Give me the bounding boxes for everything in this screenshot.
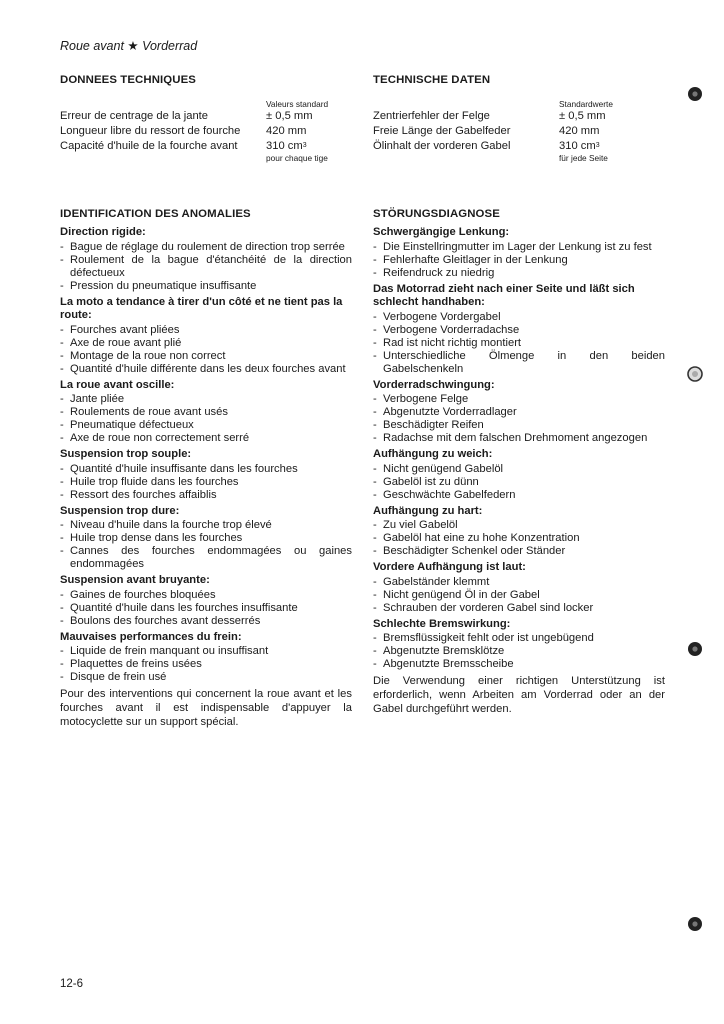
symptom-group (60, 296, 352, 376)
cause-item: - Montage de la roue non correct (60, 350, 352, 363)
column-french (60, 74, 352, 729)
spec-value-unit-exponent: 3 (595, 142, 600, 149)
spec-label: Erreur de centrage de la jante (60, 110, 209, 122)
page-number: 12-6 (60, 978, 84, 990)
cause-item: - Zu viel Gabelöl (373, 519, 665, 532)
cause-item: - Pneumatique défectueux (60, 419, 352, 432)
specs-note-fr: pour chaque tige (266, 153, 328, 163)
symptom-group (60, 631, 352, 685)
cause-item: - Radachse mit dem falschen Drehmoment angezogen (373, 432, 665, 445)
cause-list (373, 632, 665, 671)
cause-item: - Huile trop fluide dans les fourches (60, 476, 352, 489)
cause-item: - Bremsflüssigkeit fehlt oder ist ungebügend (373, 632, 665, 645)
cause-list (373, 576, 665, 615)
cause-list (60, 393, 352, 445)
spec-row (60, 139, 352, 154)
cause-item: - Quantité d'huile dans les fourches insuffisante (60, 602, 352, 615)
spec-value-text: 420 mm (559, 125, 600, 137)
symptom-group (373, 226, 665, 280)
symptom-title: Schlechte Bremswirkung: (373, 617, 511, 630)
cause-item: - Cannes des fourches endommagées ou gaines endommagées (60, 545, 352, 571)
spec-row (60, 124, 352, 139)
spec-value-unit-exponent: 3 (302, 142, 307, 149)
cause-item: - Huile trop dense dans les fourches (60, 532, 352, 545)
symptom-group (373, 618, 665, 672)
symptom-group (373, 505, 665, 559)
spec-value-text: 420 mm (266, 125, 307, 137)
symptom-title: Aufhängung zu weich: (373, 448, 493, 460)
cause-item: - Bague de réglage du roulement de direction trop serrée (60, 241, 352, 254)
cause-item: - Roulements de roue avant usés (60, 406, 352, 419)
cause-item: - Pression du pneumatique insuffisante (60, 280, 352, 293)
cause-list (373, 393, 665, 445)
cause-item: - Beschädigter Reifen (373, 419, 665, 432)
cause-item: - Plaquettes de freins usées (60, 658, 352, 671)
cause-item: - Abgenutzte Vorderradlager (373, 406, 665, 419)
spec-label: Ölinhalt der vorderen Gabel (373, 140, 511, 152)
symptom-group (60, 505, 352, 572)
spec-value-text: ± 0,5 mm (559, 110, 606, 122)
symptom-group (60, 574, 352, 628)
cause-list (373, 241, 665, 280)
cause-item: - Reifendruck zu niedrig (373, 267, 665, 280)
symptom-title: Suspension trop souple: (60, 448, 192, 460)
specs-standard-header-de: Standardwerte (559, 99, 613, 109)
cause-list (60, 519, 352, 571)
symptom-group (60, 226, 352, 293)
cause-item: - Nicht genügend Öl in der Gabel (373, 589, 665, 602)
symptom-group (60, 379, 352, 446)
cause-item: - Gabelöl hat eine zu hohe Konzentration (373, 532, 665, 545)
symptom-group (60, 448, 352, 502)
spec-row (373, 109, 665, 124)
diagnosis-fr (60, 208, 352, 729)
binder-hole-icon (687, 366, 703, 382)
cause-item: - Verbogene Vorderradachse (373, 324, 665, 337)
cause-item: - Nicht genügend Gabelöl (373, 463, 665, 476)
cause-list (60, 324, 352, 376)
cause-item: - Die Einstellringmutter im Lager der Lenkung ist zu fest (373, 241, 665, 254)
spec-value-text: ± 0,5 mm (266, 110, 313, 122)
diagnosis-title-fr: IDENTIFICATION DES ANOMALIES (60, 208, 251, 220)
cause-item: - Boulons des fourches avant desserrés (60, 615, 352, 628)
closing-note-de: Die Verwendung einer richtigen Unterstützung ist erforderlich, wenn Arbeiten am Vorderrad oder an der Gabel durchgeführt werden. (373, 675, 665, 715)
column-german (373, 74, 665, 716)
cause-item: - Quantité d'huile différente dans les deux fourches avant (60, 363, 352, 376)
symptom-title: Schwergängige Lenkung: (373, 226, 510, 238)
symptom-title: Vorderradschwingung: (373, 378, 495, 391)
cause-item: - Roulement de la bague d'étanchéité de la direction défectueux (60, 254, 352, 280)
cause-item: - Axe de roue non correctement serré (60, 432, 352, 445)
diagnosis-groups-fr (60, 226, 352, 684)
cause-list (373, 463, 665, 502)
symptom-group (373, 448, 665, 502)
cause-item: - Gaines de fourches bloquées (60, 589, 352, 602)
symptom-title: La moto a tendance à tirer d'un côté et ne tient pas la route: (60, 295, 343, 321)
diagnosis-groups-de (373, 226, 665, 671)
symptom-group (373, 379, 665, 446)
symptom-title: Mauvaises performances du frein: (60, 630, 242, 643)
cause-item: - Disque de frein usé (60, 671, 352, 684)
spec-label: Zentrierfehler der Felge (373, 110, 490, 122)
spec-value (559, 139, 600, 154)
cause-item: - Unterschiedliche Ölmenge in den beiden Gabelschenkeln (373, 350, 665, 376)
cause-item: - Verbogene Vordergabel (373, 311, 665, 324)
symptom-title: Vordere Aufhängung ist laut: (373, 561, 526, 573)
cause-item: - Verbogene Felge (373, 393, 665, 406)
specs-note-de: für jede Seite (559, 153, 608, 163)
symptom-group (373, 283, 665, 376)
spec-value (266, 109, 313, 124)
cause-item: - Abgenutzte Bremsklötze (373, 645, 665, 658)
cause-list (373, 311, 665, 376)
diagnosis-de (373, 208, 665, 716)
spec-value (266, 139, 307, 154)
cause-item: - Rad ist nicht richtig montiert (373, 337, 665, 350)
spec-value (559, 124, 599, 139)
cause-list (60, 241, 352, 293)
cause-list (60, 589, 352, 628)
cause-item: - Axe de roue avant plié (60, 337, 352, 350)
spec-row (373, 124, 665, 139)
symptom-group (373, 561, 665, 615)
symptom-title: Suspension trop dure: (60, 504, 180, 517)
cause-list (60, 645, 352, 684)
specs-title-de: TECHNISCHE DATEN (373, 74, 491, 86)
page-header-title: Roue avant ★ Vorderrad (60, 39, 198, 53)
spec-rows-de (373, 109, 665, 154)
cause-item: - Schrauben der vorderen Gabel sind locker (373, 602, 665, 615)
binder-hole-icon (687, 916, 703, 932)
cause-list (373, 519, 665, 558)
symptom-title: Das Motorrad zieht nach einer Seite und läßt sich schlecht handhaben: (373, 282, 635, 308)
binder-hole-icon (687, 86, 703, 102)
cause-item: - Geschwächte Gabelfedern (373, 489, 665, 502)
symptom-title: Direction rigide: (60, 226, 146, 238)
specs-standard-header-fr: Valeurs standard (266, 99, 329, 109)
spec-row (60, 109, 352, 124)
symptom-title: Aufhängung zu hart: (373, 504, 483, 517)
cause-item: - Liquide de frein manquant ou insuffisant (60, 645, 352, 658)
closing-note-fr: Pour des interventions qui concernent la roue avant et les fourches avant il est indispensable d'appuyer la motocyclette sur un support spécial. (60, 688, 352, 728)
cause-item: - Quantité d'huile insuffisante dans les fourches (60, 463, 352, 476)
cause-item: - Fehlerhafte Gleitlager in der Lenkung (373, 254, 665, 267)
cause-item: - Beschädigter Schenkel oder Ständer (373, 545, 665, 558)
cause-item: - Niveau d'huile dans la fourche trop élevé (60, 519, 352, 532)
cause-item: - Gabelständer klemmt (373, 576, 665, 589)
spec-label: Capacité d'huile de la fourche avant (60, 140, 238, 152)
binder-hole-icon (687, 641, 703, 657)
cause-item: - Fourches avant pliées (60, 324, 352, 337)
specs-table-fr (60, 98, 352, 208)
spec-value (559, 109, 606, 124)
cause-item: - Abgenutzte Bremsscheibe (373, 658, 665, 671)
spec-row (373, 139, 665, 154)
diagnosis-title-de: STÖRUNGSDIAGNOSE (373, 208, 500, 220)
cause-item: - Ressort des fourches affaiblis (60, 489, 352, 502)
spec-rows-fr (60, 109, 352, 154)
symptom-title: Suspension avant bruyante: (60, 574, 210, 586)
cause-item: - Gabelöl ist zu dünn (373, 476, 665, 489)
spec-label: Longueur libre du ressort de fourche (60, 125, 241, 137)
cause-item: - Jante pliée (60, 393, 352, 406)
symptom-title: La roue avant oscille: (60, 378, 175, 391)
specs-title-fr: DONNEES TECHNIQUES (60, 74, 196, 86)
spec-value (266, 124, 306, 139)
spec-value-text: 310 cm (559, 140, 596, 152)
cause-list (60, 463, 352, 502)
specs-table-de (373, 98, 665, 208)
spec-label: Freie Länge der Gabelfeder (373, 125, 511, 137)
spec-value-text: 310 cm (266, 140, 303, 152)
